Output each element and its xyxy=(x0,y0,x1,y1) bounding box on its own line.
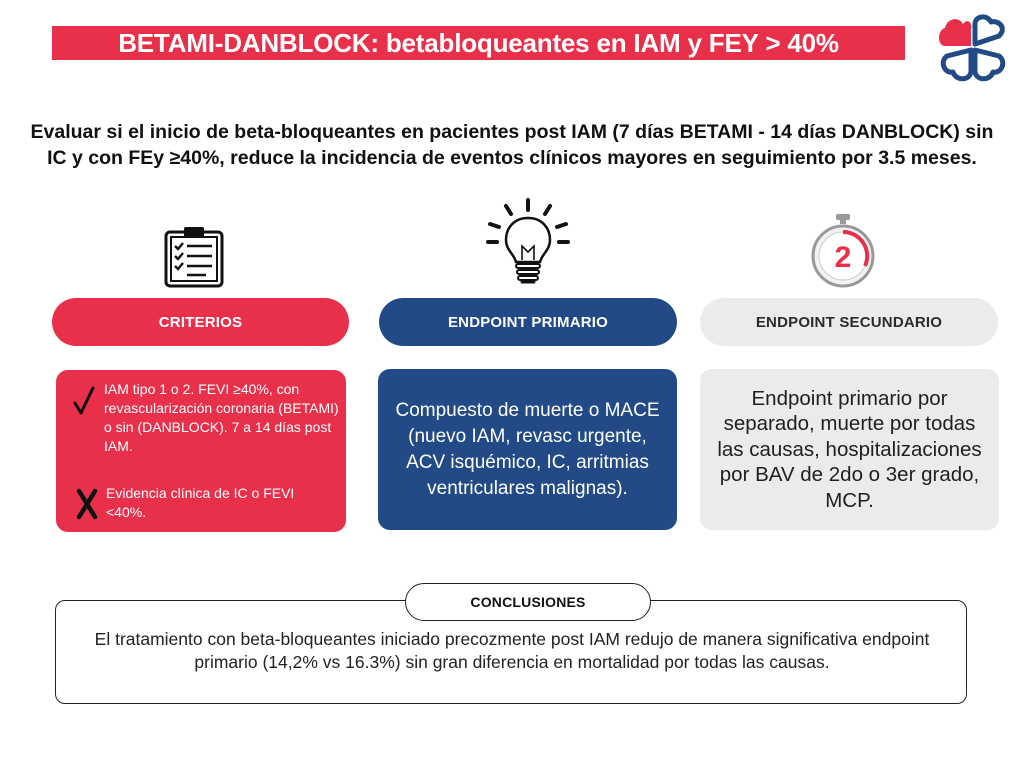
study-objective: Evaluar si el inicio de beta-bloqueantes en pacientes post IAM (7 días BETAMI - 14 días DANBLOCK) sin IC y con FEy ≥40%, reduce la incidencia de eventos clínicos mayores en seguimiento por 3.5 meses. xyxy=(30,121,994,169)
secondary-endpoint-card xyxy=(700,369,999,530)
secondary-endpoint-pill: ENDPOINT SECUNDARIO xyxy=(700,298,998,346)
primary-endpoint-card xyxy=(378,369,677,530)
heart-cross-logo-icon xyxy=(935,12,1011,84)
criteria-pill: CRITERIOS xyxy=(52,298,349,346)
secondary-endpoint-text: Endpoint primario por separado, muerte por todas las causas, hospitalizaciones por BAV de 2do o 3er grado, MCP. xyxy=(717,386,982,512)
clipboard-checklist-icon xyxy=(162,224,226,288)
exclusion-criteria: Evidencia clínica de IC o FEVI <40%. xyxy=(106,485,295,520)
criteria-card xyxy=(56,370,346,532)
primary-endpoint-pill: ENDPOINT PRIMARIO xyxy=(379,298,677,346)
conclusion-label: CONCLUSIONES xyxy=(405,583,651,621)
check-icon xyxy=(72,386,96,416)
page-title: BETAMI-DANBLOCK: betabloqueantes en IAM y FEY > 40% xyxy=(52,26,905,60)
inclusion-criteria: IAM tipo 1 o 2. FEVI ≥40%, con revascularización coronaria (BETAMI) o sin (DANBLOCK). 7 a 14 días post IAM. xyxy=(104,381,339,454)
lightbulb-icon xyxy=(484,196,572,288)
primary-endpoint-text: Compuesto de muerte o MACE (nuevo IAM, revasc urgente, ACV isquémico, IC, arritmias ventriculares malignas). xyxy=(395,399,660,499)
stopwatch-number: 2 xyxy=(834,241,852,274)
stopwatch-2-icon xyxy=(808,212,878,288)
conclusion-text: El tratamiento con beta-bloqueantes iniciado precozmente post IAM redujo de manera significativa endpoint primario (14,2% vs 16.3%) sin gran diferencia en mortalidad por todas las causas. xyxy=(94,629,930,672)
cross-icon xyxy=(75,488,99,520)
